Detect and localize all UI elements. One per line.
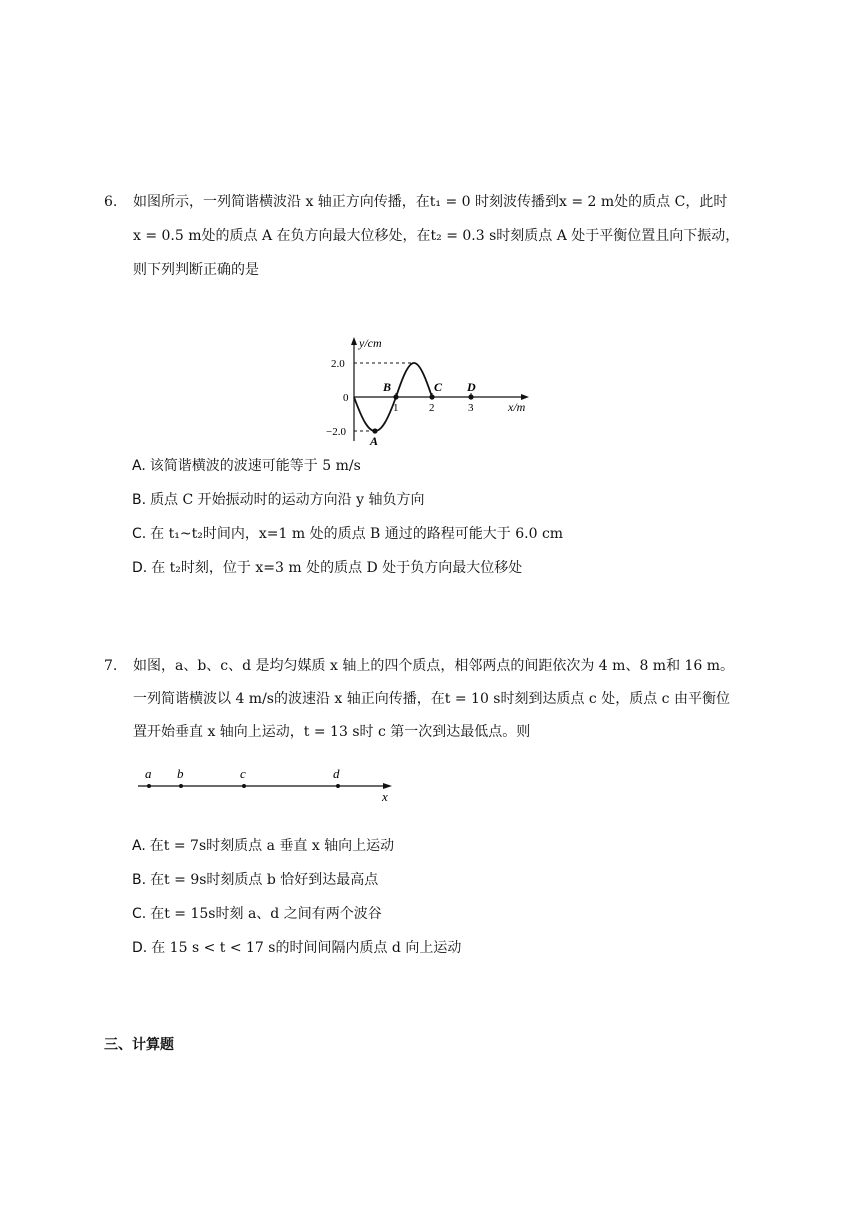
point-b	[179, 784, 183, 788]
question-number: 7.	[104, 658, 118, 674]
question-6-options	[104, 456, 764, 586]
question-text-line: x = 0.5 m处的质点 A 在负方向最大位移处，在t₂ = 0.3 s时刻质点 A 处于平衡位置且向下振动，	[133, 228, 740, 244]
y-axis-label: y/cm	[359, 336, 382, 350]
point-label-b: b	[177, 766, 184, 781]
origin-label: 0	[343, 392, 349, 404]
y-axis-arrow	[351, 337, 357, 345]
x-tick-label: 2	[429, 402, 435, 414]
question-text-line: 如图所示，一列简谐横波沿 x 轴正方向传播，在t₁ = 0 时刻波传播到x = 2 m处的质点 C，此时	[133, 194, 728, 210]
question-text-line: 如图，a、b、c、d 是均匀媒质 x 轴上的四个质点，相邻两点的间距依次为 4 m、8 m和 16 m。	[133, 658, 735, 674]
question-number: 6.	[104, 194, 118, 210]
point-label-c: c	[240, 766, 246, 781]
point-label-d: D	[467, 380, 476, 394]
question-text-line: 置开始垂直 x 轴向上运动，t = 13 s时 c 第一次到达最低点。则	[133, 724, 531, 740]
x-tick-label: 1	[393, 402, 399, 414]
axis-label-x: x	[382, 789, 388, 804]
x-tick-label: 3	[468, 402, 474, 414]
option-b: B. 质点 C 开始振动时的运动方向沿 y 轴负方向	[132, 492, 425, 508]
question-text-line: 一列简谐横波以 4 m/s的波速沿 x 轴正向传播，在t = 10 s时刻到达质点 c 处，质点 c 由平衡位	[133, 691, 730, 707]
option-d: D. 在 t₂时刻，位于 x=3 m 处的质点 D 处于负方向最大位移处	[132, 560, 523, 576]
point-label-d: d	[333, 766, 340, 781]
question-7-options	[104, 836, 764, 966]
point-c	[242, 784, 246, 788]
point-a	[372, 428, 377, 433]
section-heading: 三、计算题	[104, 1037, 174, 1053]
y-tick-label: −2.0	[326, 426, 346, 438]
option-a: A. 该简谐横波的波速可能等于 5 m/s	[132, 458, 361, 474]
y-tick-label: 2.0	[331, 358, 345, 370]
point-label-c: C	[434, 380, 443, 394]
points-diagram	[136, 764, 406, 804]
question-text-line: 则下列判断正确的是	[133, 262, 259, 278]
option-d: D. 在 15 s < t < 17 s的时间间隔内质点 d 向上运动	[132, 940, 462, 956]
option-c: C. 在 t₁~t₂时间内，x=1 m 处的质点 B 通过的路程可能大于 6.0 cm	[132, 526, 564, 542]
question-7	[104, 656, 764, 756]
point-label-a: A	[370, 434, 379, 448]
wave-graph	[326, 333, 546, 448]
option-c: C. 在t = 15s时刻 a、d 之间有两个波谷	[132, 906, 382, 922]
option-b: B. 在t = 9s时刻质点 b 恰好到达最高点	[132, 872, 379, 888]
x-axis-label: x/m	[508, 400, 526, 414]
option-a: A. 在t = 7s时刻质点 a 垂直 x 轴向上运动	[132, 838, 395, 854]
point-d	[336, 784, 340, 788]
point-label-a: a	[145, 766, 152, 781]
point-a	[147, 784, 151, 788]
point-label-b: B	[383, 380, 392, 394]
